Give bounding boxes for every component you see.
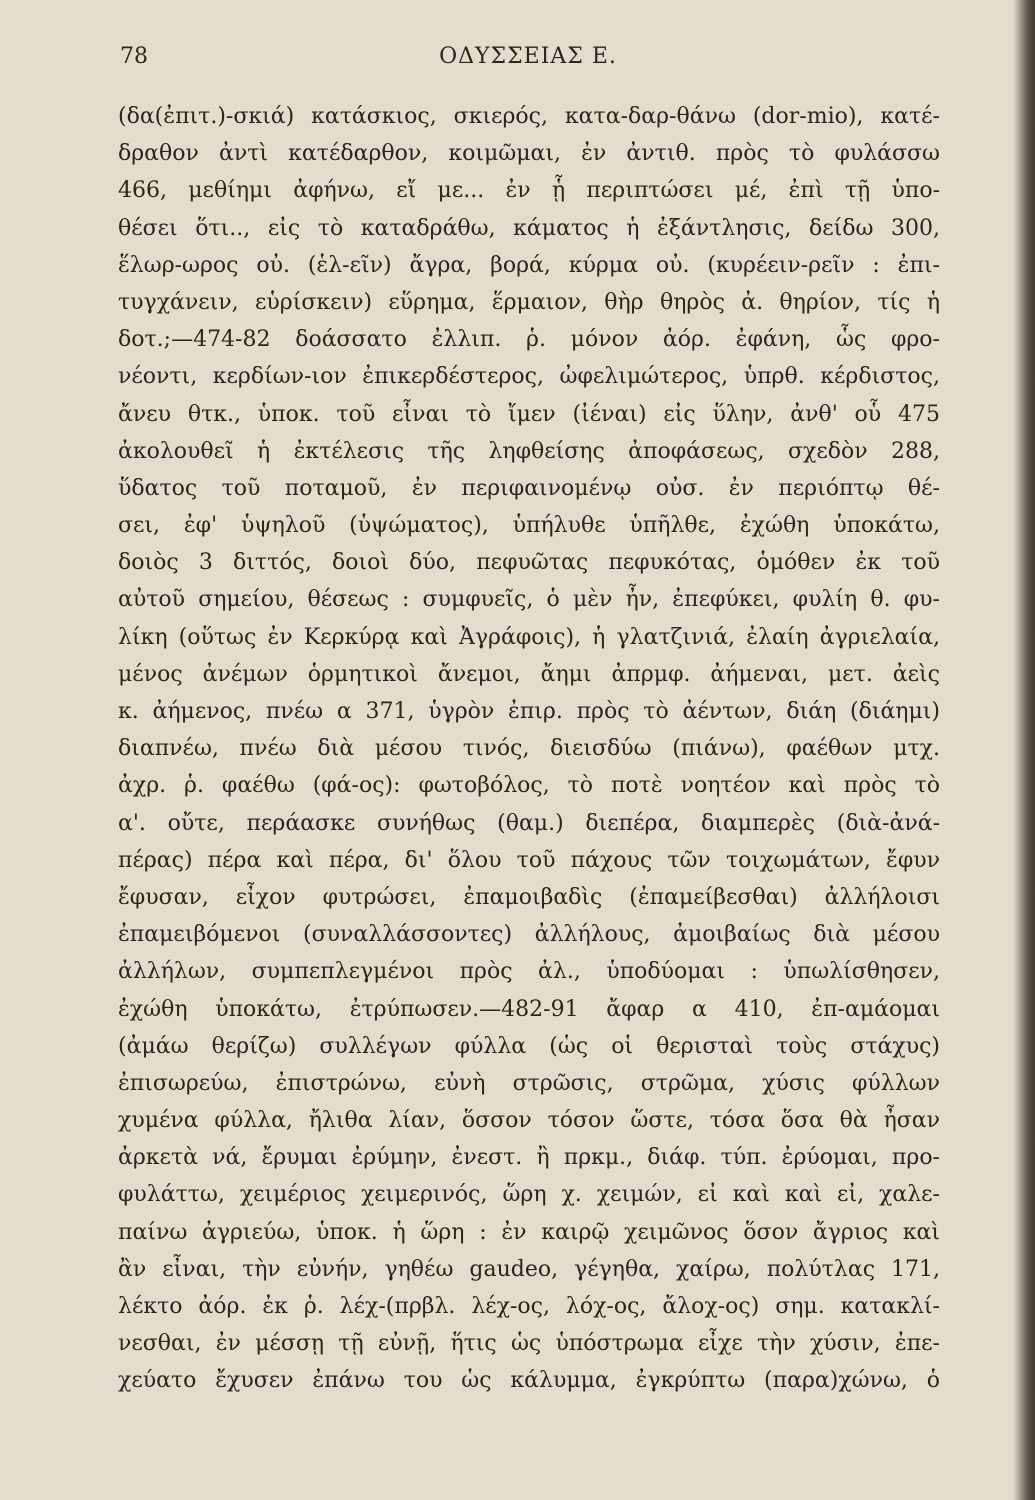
text-line: νεσθαι, ἐν μέσσῃ τῇ εὐνῇ, ἥτις ὡς ὑπόστρωμα εἶχε τὴν χύσιν, ἐπε- bbox=[118, 1331, 940, 1357]
text-line: ἀλλήλων, συμπεπλεγμένοι πρὸς ἀλ., ὑποδύομαι : ὑπωλίσθησεν, bbox=[118, 959, 940, 985]
text-line: σει, ἐφ' ὑψηλοῦ (ὑψώματος), ὑπήλυθε ὑπῆλθε, ἐχώθη ὑποκάτω, bbox=[118, 513, 940, 539]
text-line: ὕδατος τοῦ ποταμοῦ, ἐν περιφαινομένῳ οὐσ. ἐν περιόπτῳ θέ- bbox=[118, 475, 940, 501]
text-line: ἐπαμειβόμενοι (συναλλάσσοντες) ἀλλήλους, ἀμοιβαίως διὰ μέσου bbox=[118, 922, 940, 948]
text-line: δοτ.;—474-82 δοάσσατο ἐλλιπ. ῥ. μόνον ἀόρ. ἐφάνη, ὧς φρο- bbox=[118, 327, 940, 353]
text-line: α'. οὔτε, περάασκε συνήθως (θαμ.) διεπέρα, διαμπερὲς (διὰ-ἀνά- bbox=[118, 810, 940, 836]
text-line: ἄνευ θτκ., ὑποκ. τοῦ εἶναι τὸ ἴμεν (ἰέναι) εἰς ὕλην, ἀνθ' οὗ 475 bbox=[118, 401, 940, 427]
text-line: λίκη (οὕτως ἐν Κερκύρᾳ καὶ Ἀγράφοις), ἡ γλατζινιά, ἐλαίη ἀγριελαία, bbox=[118, 624, 940, 650]
text-line: νέοντι, κερδίων-ιον ἐπικερδέστερος, ὠφελιμώτερος, ὑπρθ. κέρδιστος, bbox=[118, 364, 940, 390]
text-line: ἀχρ. ῥ. φαέθω (φά-ος): φωτοβόλος, τὸ ποτὲ νοητέον καὶ πρὸς τὸ bbox=[118, 773, 940, 799]
text-line: διαπνέω, πνέω διὰ μέσου τινός, διεισδύω (πιάνω), φαέθων μτχ. bbox=[118, 736, 940, 762]
text-line: ἕλωρ-ωρος οὐ. (ἑλ-εῖν) ἄγρα, βορά, κύρμα οὐ. (κυρέειν-ρεῖν : ἐπι- bbox=[118, 252, 940, 278]
text-line: ἂν εἶναι, τὴν εὐνήν, γηθέω gaudeo, γέγηθα, χαίρω, πολύτλας 171, bbox=[118, 1256, 940, 1282]
running-title: ΟΔΥΣΣΕΙΑΣ Ε. bbox=[439, 44, 617, 69]
page-header bbox=[118, 44, 938, 78]
text-line: φυλάττω, χειμέριος χειμερινός, ὥρη χ. χειμών, εἰ καὶ καὶ εἰ, χαλε- bbox=[118, 1182, 940, 1208]
text-line: παίνω ἀγριεύω, ὑποκ. ἡ ὥρη : ἐν καιρῷ χειμῶνος ὅσον ἄγριος καὶ bbox=[118, 1219, 940, 1245]
text-line: κ. ἀήμενος, πνέω α 371, ὑγρὸν ἐπιρ. πρὸς τὸ ἀέντων, διάη (διάημι) bbox=[118, 699, 940, 724]
text-line: (ἀμάω θερίζω) συλλέγων φύλλα (ὡς οἱ θερισταὶ τοὺς στάχυς) bbox=[118, 1033, 940, 1059]
text-line: δραθον ἀντὶ κατέδαρθον, κοιμῶμαι, ἐν ἀντιθ. πρὸς τὸ φυλάσσω bbox=[118, 141, 940, 167]
text-line: δοιὸς 3 διττός, δοιοὶ δύο, πεφυῶτας πεφυκότας, ὁμόθεν ἐκ τοῦ bbox=[118, 550, 940, 576]
text-line: ἔφυσαν, εἶχον φυτρώσει, ἐπαμοιβαδὶς (ἐπαμείβεσθαι) ἀλλήλοισι bbox=[118, 884, 940, 910]
text-line: ἐχώθη ὑποκάτω, ἐτρύπωσεν.—482-91 ἄφαρ α 410, ἐπ-αμάομαι bbox=[118, 996, 940, 1022]
commentary-text bbox=[118, 98, 940, 1400]
page-number: 78 bbox=[120, 44, 148, 69]
text-line: 466, μεθίημι ἀφήνω, εἴ με... ἐν ᾗ περιπτώσει μέ, ἐπὶ τῇ ὑπο- bbox=[118, 178, 940, 204]
text-line: ἀκολουθεῖ ἡ ἐκτέλεσις τῆς ληφθείσης ἀποφάσεως, σχεδὸν 288, bbox=[118, 438, 940, 464]
text-line: ἐπισωρεύω, ἐπιστρώνω, εὐνὴ στρῶσις, στρῶμα, χύσις φύλλων bbox=[118, 1070, 940, 1096]
text-line: ἀρκετὰ νά, ἔρυμαι ἐρύμην, ἐνεστ. ἢ πρκμ., διάφ. τύπ. ἐρύομαι, προ- bbox=[118, 1145, 940, 1171]
text-line: μένος ἀνέμων ὁρμητικοὶ ἄνεμοι, ἄημι ἀπρμφ. ἀήμεναι, μετ. ἀεὶς bbox=[118, 661, 940, 687]
text-line: αὐτοῦ σημείου, θέσεως : συμφυεῖς, ὁ μὲν ἦν, ἐπεφύκει, φυλίη θ. φυ- bbox=[118, 587, 940, 613]
text-line: (δα(ἐπιτ.)-σκιά) κατάσκιος, σκιερός, κατα-δαρ-θάνω (dor-mio), κατέ- bbox=[118, 104, 940, 129]
text-line: τυγχάνειν, εὑρίσκειν) εὕρημα, ἕρμαιον, θὴρ θηρὸς ἀ. θηρίον, τίς ἡ bbox=[118, 289, 940, 315]
text-line: θέσει ὅτι.., εἰς τὸ καταδράθω, κάματος ἡ ἐξάντλησις, δείδω 300, bbox=[118, 215, 940, 241]
text-line: χυμένα φύλλα, ἤλιθα λίαν, ὅσσον τόσον ὥστε, τόσα ὅσα θὰ ἦσαν bbox=[118, 1108, 940, 1134]
text-line: πέρας) πέρα καὶ πέρα, δι' ὅλου τοῦ πάχους τῶν τοιχωμάτων, ἔφυν bbox=[118, 847, 940, 873]
text-line: χεύατο ἔχυσεν ἐπάνω του ὡς κάλυμμα, ἐγκρύπτω (παρα)χώνω, ὁ bbox=[118, 1368, 940, 1394]
text-line: λέκτο ἀόρ. ἐκ ῥ. λέχ-(πρβλ. λέχ-ος, λόχ-ος, ἄλοχ-ος) σημ. κατακλί- bbox=[118, 1294, 940, 1319]
